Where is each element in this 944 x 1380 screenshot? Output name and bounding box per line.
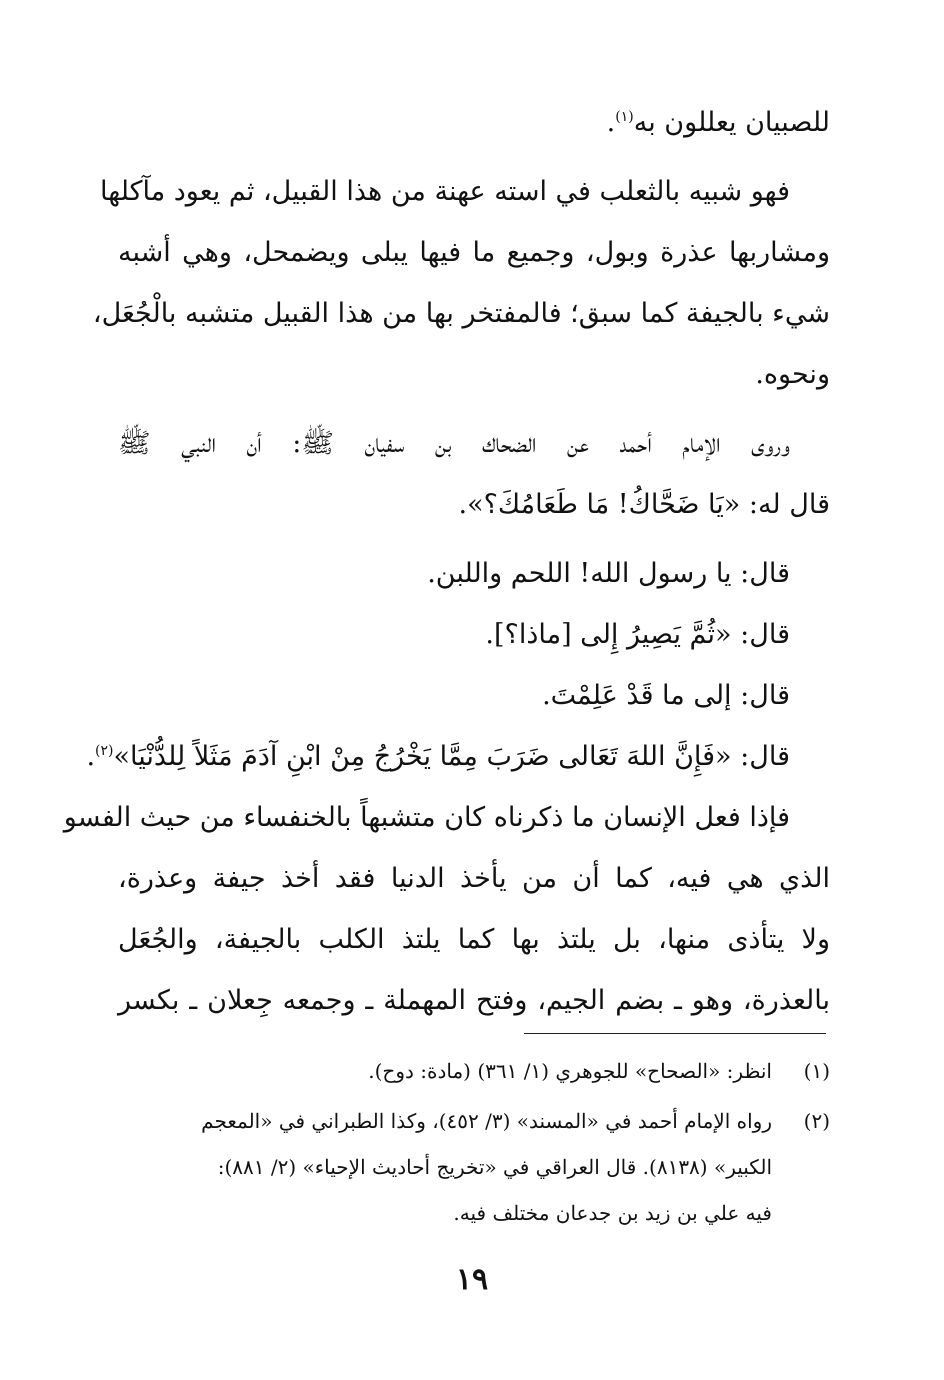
footnote-ref-2[interactable]: (٢) <box>95 743 114 759</box>
paragraph-1 <box>118 92 830 153</box>
paragraph-6 <box>118 665 830 726</box>
footnote-1 <box>118 1048 830 1094</box>
text-line: بالعذرة، وهو ـ بضم الجيم، وفتح المهملة ـ وجمعه جِعلان ـ بكسر <box>118 985 830 1016</box>
footnote-ref-1[interactable]: (١) <box>615 109 634 125</box>
text-line: فإذا فعل الإنسان ما ذكرناه كان متشبهاً بالخنفساء من حيث الفسو <box>63 802 790 833</box>
footnote-2 <box>118 1098 830 1236</box>
text-line: شيء بالجيفة كما سبق؛ فالمفتخر بها من هذا القبيل متشبه بالْجُعَل، <box>92 298 830 329</box>
text-line: ومشاربها عذرة وبول، وجميع ما فيها يبلى ويضمحل، وهي أشبه <box>118 237 830 268</box>
main-text <box>63 92 830 1031</box>
footnote-line: الكبير» (٨١٣٨). قال العراقي في «تخريج أحاديث الإحياء» (٢/ ٨٨١): <box>217 1155 772 1179</box>
text-line <box>118 92 830 153</box>
text-line: قال: إلى ما قَدْ عَلِمْتَ. <box>542 680 790 711</box>
paragraph-4 <box>118 543 830 604</box>
footnote-number: (١) <box>803 1059 830 1083</box>
paragraph-2 <box>92 161 830 405</box>
line-text: للصبيان يعللون به <box>633 107 830 138</box>
line-text: قال: «فَإِنَّ اللهَ تَعَالى ضَرَبَ مِمَّا يَخْرُجُ مِنْ ابْنِ آدَمَ مَثَلاً لِلدُّنْيَا» <box>113 741 790 772</box>
paragraph-5 <box>118 604 830 665</box>
text-line: الذي هي فيه، كما أن من يأخذ الدنيا فقد أخذ جيفة وعذرة، <box>118 863 830 894</box>
text-line: ولا يتأذى منها، بل يلتذ بها كما يلتذ الكلب بالجيفة، والجُعَل <box>118 924 830 955</box>
text-line <box>86 726 830 787</box>
text-line: قال: «ثُمَّ يَصِيرُ إِلى [ماذا؟]. <box>485 619 790 650</box>
footnote-number: (٢) <box>803 1109 830 1133</box>
text-line: وروى الإمام أحمد عن الضحاك بن سفيان ﷺ: أن النبي ﷺ <box>118 428 790 459</box>
text-line: قال له: «يَا ضَحَّاكُ! مَا طَعَامُكَ؟». <box>458 489 830 520</box>
paragraph-7 <box>86 726 830 787</box>
footnote-line: انظر: «الصحاح» للجوهري (١/ ٣٦١) (مادة: دوح). <box>368 1059 772 1083</box>
paragraph-3 <box>118 413 830 535</box>
footnote-line: فيه علي بن زيد بن جدعان مختلف فيه. <box>453 1201 772 1225</box>
footnote-separator <box>524 1033 826 1034</box>
text-line: فهو شبيه بالثعلب في استه عهنة من هذا القبيل، ثم يعود مآكلها <box>100 176 790 207</box>
footnote-text <box>118 1098 772 1236</box>
paragraph-8 <box>63 787 830 1031</box>
footnotes <box>118 1048 830 1236</box>
line-tail: . <box>606 107 616 138</box>
text-line: ونحوه. <box>755 359 830 390</box>
page-number: ١٩ <box>455 1262 489 1297</box>
text-line: قال: يا رسول الله! اللحم واللبن. <box>427 558 790 589</box>
line-tail: . <box>86 741 96 772</box>
footnote-line: رواه الإمام أحمد في «المسند» (٣/ ٤٥٢)، وكذا الطبراني في «المعجم <box>201 1109 772 1133</box>
footnote-text <box>118 1048 772 1094</box>
